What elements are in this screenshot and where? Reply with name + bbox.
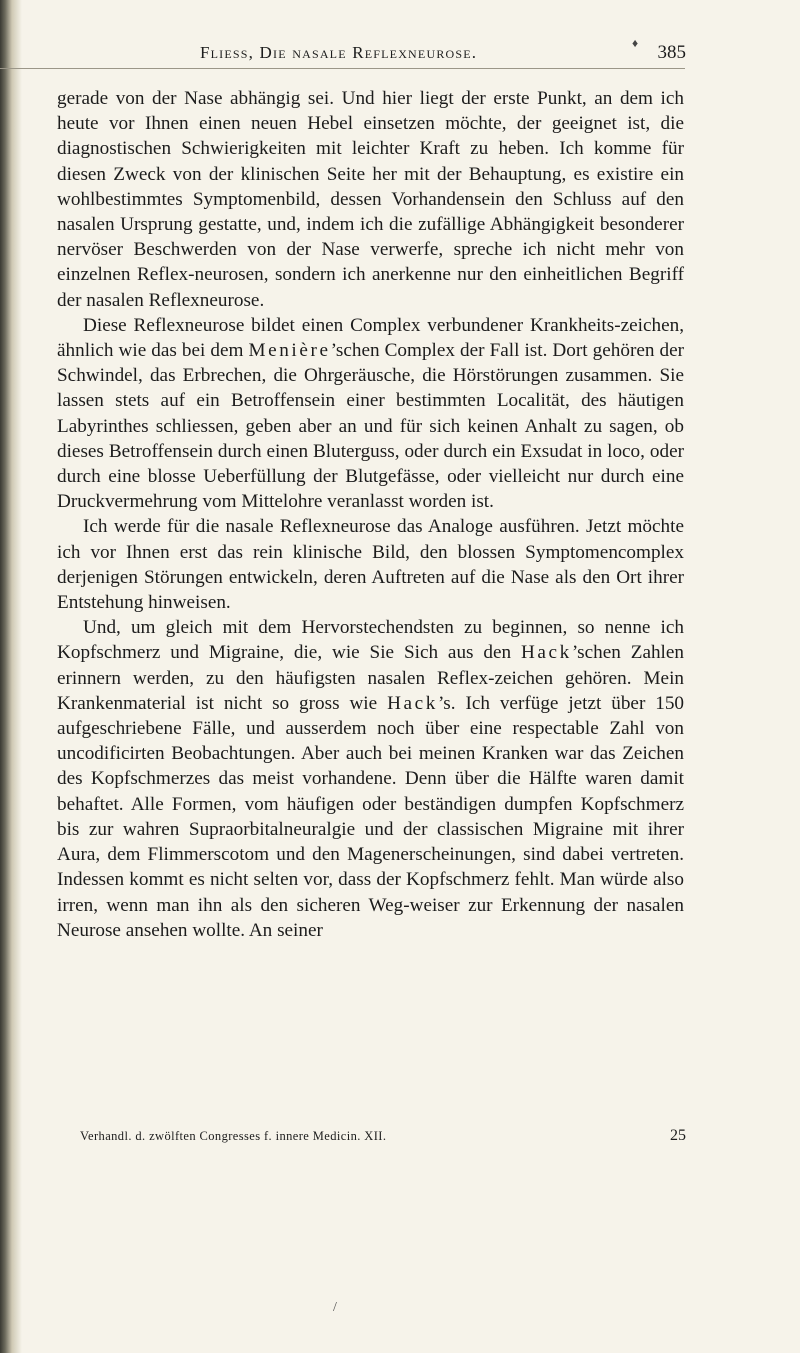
running-head (200, 42, 686, 64)
paragraph-4-start: Und, um gleich mit dem Hervorstechendsten zu beginnen, so nenne ich Kopfschmerz und Migraine, die, wie Sie Sich aus den (57, 617, 684, 664)
paragraph-2-start: Diese Reflexneurose bildet einen Complex verbundener Krankheits-zeichen, ähnlich wie das bei dem (57, 314, 684, 362)
paragraph-2-rest: ’schen Complex der Fall ist. Dort gehören der Schwindel, das Erbrechen, die Ohrgeräusche, die Hörstörungen zusammen. Sie lassen stets auf ein Betroffensein einer bestimmten Localität, des häutigen Labyrinthes schliessen, geben aber an und für sich keinen Anhalt zu sagen, ob dieses Betroffensein durch einen Bluterguss, oder durch ein Exsudat in loco, oder durch eine blosse Ueberfüllung der Blutgefässe, oder vielleicht nur durch eine Druckvermehrung vom Mittelohre veranlasst worden ist. (57, 340, 684, 513)
paragraph-1: gerade von der Nase abhängig sei. Und hier liegt der erste Punkt, an dem ich heute vor Ihnen einen neuen Hebel einsetzen möchte, der geeignet ist, die diagnostischen Schwierigkeiten mit leichter Kraft zu heben. Ich komme für diesen Zweck von der klinischen Seite her mit der Behauptung, es existire ein wohlbestimmtes Symptomenbild, dessen Vorhandensein den Schluss auf den nasalen Ursprung gestatte, und, indem ich die zufällige Abhängigkeit besonderer nervöser Beschwerden von der Nase verwerfe, spreche ich nicht mehr von einzelnen Reflex-neurosen, sondern ich anerkenne nur den einheitlichen Begriff der nasalen Reflexneurose. (57, 88, 684, 311)
footnote: Verhandl. d. zwölften Congresses f. innere Medicin. XII. (80, 1129, 387, 1143)
name-hack: Hack (520, 642, 572, 664)
paragraph-4-rest: ’s. Ich verfüge jetzt über 150 aufgeschriebene Fälle, und ausserdem noch über eine respectable Zahl von uncodificirten Beobachtungen. Aber auch bei meinen Kranken war das Zeichen des Kopfschmerzes das meist vorhandene. Denn über die Hälfte waren damit behaftet. Alle Formen, vom häufigen oder beständigen dumpfen Kopfschmerz bis zur wahren Supraorbitalneuralgie und der classischen Migraine mit ihrer Aura, dem Flimmerscotom und den Magenerscheinungen, sind dabei vertreten. Indessen kommt es nicht selten vor, dass der Kopfschmerz fehlt. Man würde also irren, wenn man ihn als den sicheren Weg-weiser zur Erkennung der nasalen Neurose ansehen wollte. An seiner (57, 692, 685, 941)
paragraph-4-middle: ’schen Zahlen erinnern werden, zu den häufigsten nasalen Reflex-zeichen gehören. Mein Krankenmaterial ist nicht so gross wie (57, 642, 685, 714)
printer-mark: ♦ (632, 36, 639, 50)
name-meniere: Menière (248, 340, 331, 362)
paragraph-2 (57, 313, 684, 515)
signature-number: 25 (670, 1127, 686, 1144)
page-number: 385 (657, 42, 686, 63)
body-text (57, 86, 684, 943)
running-title: Fliess, Die nasale Reflexneurose. (200, 43, 478, 62)
paragraph-4 (57, 615, 684, 943)
stray-mark: / (333, 1300, 337, 1315)
page-footer (80, 1127, 686, 1145)
paragraph-3: Ich werde für die nasale Reflexneurose das Analoge ausführen. Jetzt möchte ich vor Ihnen erst das rein klinische Bild, den blossen Symptomencomplex derjenigen Störungen entwickeln, deren Auftreten auf die Nase als den Ort ihrer Entstehung hinweisen. (57, 516, 684, 614)
name-hack-2: Hack (387, 692, 438, 714)
header-rule (0, 68, 685, 69)
